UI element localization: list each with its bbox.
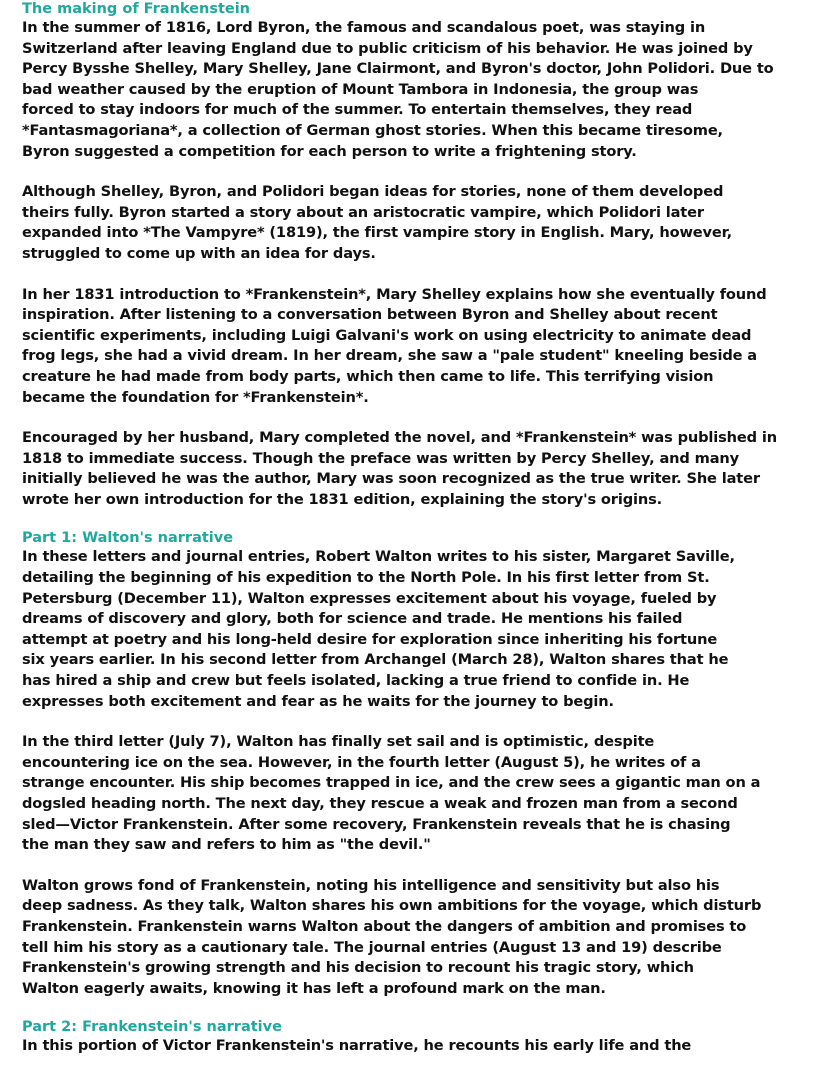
text-line: sled—Victor Frankenstein. After some recovery, Frankenstein reveals that he is chasing	[22, 815, 731, 833]
text-line: Although Shelley, Byron, and Polidori began ideas for stories, none of them developed	[22, 183, 724, 201]
section-heading: Part 2: Frankenstein's narrative	[22, 1019, 282, 1036]
text-line: deep sadness. As they talk, Walton shares his own ambitions for the voyage, which disturb	[22, 897, 762, 915]
text-line: struggled to come up with an idea for days.	[22, 244, 376, 262]
section-frankensteins-narrative	[22, 1018, 814, 1057]
section-heading: Part 1: Walton's narrative	[22, 530, 234, 547]
text-line: encountering ice on the sea. However, in the fourth letter (August 5), he writes of a	[22, 753, 701, 771]
text-line: Frankenstein's growing strength and his decision to recount his tragic story, which	[22, 959, 694, 977]
text-line: creature he had made from body parts, which then came to life. This terrifying vision	[22, 367, 714, 385]
section-making-of-frankenstein	[22, 0, 814, 529]
section-waltons-narrative	[22, 529, 814, 1018]
text-line: In this portion of Victor Frankenstein's narrative, he recounts his early life and the	[22, 1037, 692, 1055]
text-line: attempt at poetry and his long-held desire for exploration since inheriting his fortune	[22, 630, 718, 648]
text-line: six years earlier. In his second letter from Archangel (March 28), Walton shares that he	[22, 651, 729, 669]
text-line: has hired a ship and crew but feels isolated, lacking a true friend to confide in. He	[22, 672, 690, 690]
text-line: the man they saw and refers to him as "the devil."	[22, 836, 431, 854]
paragraph	[22, 876, 814, 1000]
text-line: Encouraged by her husband, Mary completed the novel, and *Frankenstein* was published in	[22, 429, 777, 447]
text-line: expresses both excitement and fear as he waits for the journey to begin.	[22, 692, 614, 710]
text-line: Byron suggested a competition for each person to write a frightening story.	[22, 142, 637, 160]
text-line: wrote her own introduction for the 1831 edition, explaining the story's origins.	[22, 490, 663, 508]
paragraph	[22, 732, 814, 856]
text-line: Frankenstein. Frankenstein warns Walton about the dangers of ambition and promises to	[22, 917, 747, 935]
text-line: dreams of discovery and glory, both for science and trade. He mentions his failed	[22, 610, 683, 628]
text-line: Petersburg (December 11), Walton expresses excitement about his voyage, fueled by	[22, 589, 717, 607]
text-line: initially believed he was the author, Mary was soon recognized as the true writer. She later	[22, 470, 760, 488]
paragraph	[22, 182, 814, 264]
text-line: dogsled heading north. The next day, they rescue a weak and frozen man from a second	[22, 795, 738, 812]
document-page	[22, 0, 814, 1057]
text-line: Walton eagerly awaits, knowing it has left a profound mark on the man.	[22, 979, 606, 997]
text-line: detailing the beginning of his expedition to the North Pole. In his first letter from St.	[22, 569, 710, 587]
text-line: In the third letter (July 7), Walton has finally set sail and is optimistic, despite	[22, 733, 655, 751]
text-line: Percy Bysshe Shelley, Mary Shelley, Jane Clairmont, and Byron's doctor, John Polidori. Due to	[22, 60, 774, 78]
text-line: tell him his story as a cautionary tale. The journal entries (August 13 and 19) describe	[22, 938, 722, 956]
text-line: Switzerland after leaving England due to public criticism of his behavior. He was joined by	[22, 39, 753, 57]
paragraph	[22, 18, 814, 162]
paragraph	[22, 547, 814, 712]
text-line: Walton grows fond of Frankenstein, noting his intelligence and sensitivity but also his	[22, 876, 720, 894]
paragraph	[22, 1036, 814, 1057]
text-line: strange encounter. His ship becomes trapped in ice, and the crew sees a gigantic man on a	[22, 774, 761, 792]
text-line: expanded into *The Vampyre* (1819), the first vampire story in English. Mary, however,	[22, 224, 732, 242]
text-line: frog legs, she had a vivid dream. In her dream, she saw a "pale student" kneeling beside a	[22, 347, 757, 365]
text-line: inspiration. After listening to a conversation between Byron and Shelley about recent	[22, 306, 718, 324]
text-line: 1818 to immediate success. Though the preface was written by Percy Shelley, and many	[22, 449, 740, 467]
text-line: forced to stay indoors for much of the summer. To entertain themselves, they read	[22, 101, 693, 119]
paragraph	[22, 428, 814, 510]
text-line: scientific experiments, including Luigi Galvani's work on using electricity to animate dead	[22, 326, 752, 344]
paragraph	[22, 285, 814, 409]
section-heading: The making of Frankenstein	[22, 1, 251, 17]
text-line: bad weather caused by the eruption of Mount Tambora in Indonesia, the group was	[22, 80, 699, 98]
text-line: theirs fully. Byron started a story about an aristocratic vampire, which Polidori later	[22, 203, 704, 221]
text-line: In the summer of 1816, Lord Byron, the famous and scandalous poet, was staying in	[22, 19, 706, 36]
text-line: In her 1831 introduction to *Frankenstein*, Mary Shelley explains how she eventually found	[22, 285, 767, 303]
text-line: *Fantasmagoriana*, a collection of German ghost stories. When this became tiresome,	[22, 121, 723, 139]
text-line: became the foundation for *Frankenstein*.	[22, 388, 369, 406]
text-line: In these letters and journal entries, Robert Walton writes to his sister, Margaret Saville,	[22, 548, 735, 566]
